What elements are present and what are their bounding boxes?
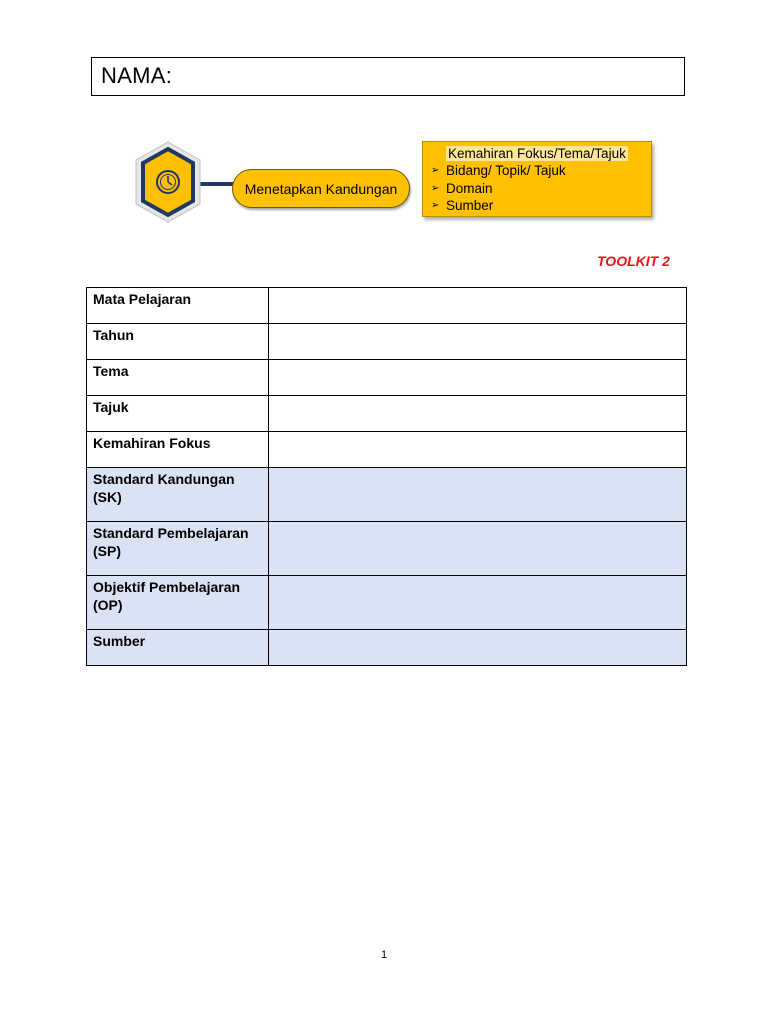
- list-item-label: Sumber: [446, 198, 494, 213]
- row-label: Kemahiran Fokus: [87, 432, 269, 468]
- name-field[interactable]: [91, 57, 685, 96]
- row-label: Tajuk: [87, 396, 269, 432]
- list-item: [431, 180, 566, 198]
- list-item-label: Bidang/ Topik/ Tajuk: [446, 163, 566, 178]
- row-value-field[interactable]: [269, 324, 687, 360]
- row-label: Mata Pelajaran: [87, 288, 269, 324]
- row-label: Sumber: [87, 630, 269, 666]
- step-label: Menetapkan Kandungan: [244, 180, 398, 197]
- callout-list: [431, 162, 566, 215]
- table-row: [87, 432, 687, 468]
- table-row: [87, 360, 687, 396]
- row-value-field[interactable]: [269, 630, 687, 666]
- table-row: [87, 324, 687, 360]
- table-row: [87, 396, 687, 432]
- table-row: [87, 630, 687, 666]
- row-label: Standard Pembelajaran (SP): [87, 522, 269, 576]
- list-item-label: Domain: [446, 180, 493, 196]
- row-value-field[interactable]: [269, 432, 687, 468]
- name-label: NAMA:: [101, 63, 173, 88]
- table-row: [87, 468, 687, 522]
- arrow-bullet-icon: ➢: [431, 182, 440, 194]
- arrow-bullet-icon: ➢: [431, 165, 440, 176]
- row-value-field[interactable]: [269, 522, 687, 576]
- row-label: Standard Kandungan (SK): [87, 468, 269, 522]
- list-item: [431, 162, 566, 180]
- row-value-field[interactable]: [269, 288, 687, 324]
- callout-title: Kemahiran Fokus/Tema/Tajuk: [448, 146, 626, 161]
- row-label: Tahun: [87, 324, 269, 360]
- process-diagram: [128, 136, 678, 228]
- row-value-field[interactable]: [269, 396, 687, 432]
- toolkit-label: TOOLKIT 2: [597, 253, 670, 269]
- step-pill: [232, 169, 410, 208]
- table-row: [87, 576, 687, 630]
- callout-box: [422, 141, 652, 217]
- row-value-field[interactable]: [269, 360, 687, 396]
- lesson-form-table: [86, 287, 687, 666]
- list-item: [431, 197, 566, 215]
- row-value-field[interactable]: [269, 576, 687, 630]
- table-row: [87, 288, 687, 324]
- row-label: Objektif Pembelajaran (OP): [87, 576, 269, 630]
- clock-icon: [157, 171, 179, 193]
- table-row: [87, 522, 687, 576]
- row-label: Tema: [87, 360, 269, 396]
- arrow-bullet-icon: ➢: [431, 200, 440, 211]
- row-value-field[interactable]: [269, 468, 687, 522]
- page-number: 1: [380, 949, 388, 961]
